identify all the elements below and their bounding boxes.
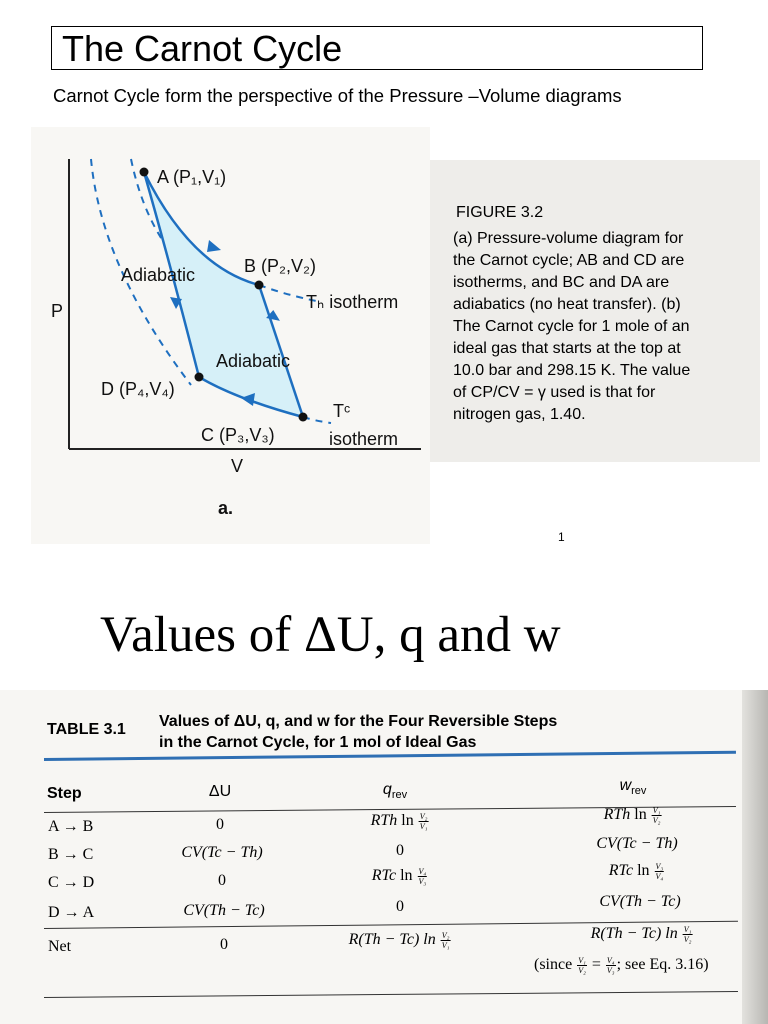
row-bc-w: CV(Tc − Th) — [596, 835, 678, 852]
figure-caption-line: adiabatics (no heat transfer). (b) — [453, 296, 681, 313]
table-title-line2: in the Carnot Cycle, for 1 mol of Ideal Gas — [159, 734, 477, 751]
header-du: ΔU — [208, 783, 232, 800]
header-step: Step — [47, 785, 82, 802]
row-cd-du: 0 — [218, 872, 226, 889]
figure-caption-line: nitrogen gas, 1.40. — [453, 406, 586, 423]
point-a-label: A (P₁,V₁) — [157, 167, 227, 187]
figure-caption-line: the Carnot cycle; AB and CD are — [453, 252, 685, 269]
point-d-label: D (P₄,V₄) — [101, 379, 175, 399]
arrow-ab — [207, 240, 221, 252]
figure-caption-line: ideal gas that starts at the top at — [453, 340, 681, 357]
row-net-du: 0 — [220, 936, 228, 953]
pv-diagram — [31, 127, 430, 544]
row-da-w: CV(Th − Tc) — [599, 893, 681, 910]
slide-subtitle: Carnot Cycle form the perspective of the Pressure –Volume diagrams — [53, 85, 622, 106]
row-ab-step: A → B — [48, 818, 94, 835]
row-da-q: 0 — [396, 898, 404, 915]
row-cd-step: C → D — [48, 874, 95, 891]
row-bc-step: B → C — [48, 846, 94, 863]
point-a-dot — [140, 168, 149, 177]
row-ab-du: 0 — [216, 816, 224, 833]
row-cd-w: RTc ln $\frac{\text{V₃}}{\text{V₄}}$ — [608, 861, 664, 881]
slide-number: 1 — [558, 530, 565, 544]
point-d-dot — [195, 373, 204, 382]
table-title-line1: Values of ΔU, q, and w for the Four Reversible Steps — [159, 713, 558, 730]
book-page-edge — [742, 690, 768, 1024]
point-b-label: B (P₂,V₂) — [244, 256, 316, 276]
tc-isotherm-label: isotherm — [329, 429, 399, 449]
slide-title: The Carnot Cycle — [62, 28, 343, 69]
adiabatic-right-label: Adiabatic — [216, 351, 291, 371]
row-net-w: R(Th − Tc) ln $\frac{\text{V₁}}{\text{V₂}}$ — [590, 924, 692, 944]
figure-title: FIGURE 3.2 — [456, 204, 544, 221]
point-b-dot — [255, 281, 264, 290]
row-ab-q: RTh ln $\frac{\text{V₂}}{\text{V₁}}$ — [370, 811, 428, 831]
row-da-du: CV(Th − Tc) — [183, 902, 265, 919]
point-c-label: C (P₃,V₃) — [201, 425, 275, 445]
table-number: TABLE 3.1 — [47, 721, 126, 738]
tc-label: Tᶜ — [333, 401, 351, 421]
row-ab-w: RTh ln $\frac{\text{V₁}}{\text{V₂}}$ — [603, 805, 661, 825]
row-net-since-note: (since $\frac{\text{V₁}}{\text{V₂}}$ = $\frac{\text{V₄}}{\text{V₃}}$ ; see Eq. 3.16) — [534, 955, 709, 975]
row-net-q: R(Th − Tc) ln $\frac{\text{V₂}}{\text{V₁}}$ — [348, 930, 450, 950]
axis-v-label: V — [231, 456, 244, 476]
point-c-dot — [299, 413, 308, 422]
figure-caption-line: The Carnot cycle for 1 mole of an — [453, 318, 690, 335]
axis-p-label: P — [51, 301, 64, 321]
header-q-rev: $q_{rev}$ — [382, 781, 408, 802]
header-w-rev: $w_{rev}$ — [619, 777, 647, 798]
row-bc-du: CV(Tc − Th) — [181, 844, 263, 861]
adiabatic-left-label: Adiabatic — [121, 265, 196, 285]
row-da-step: D → A — [48, 904, 95, 921]
figure-caption-line: of CP/CV = γ used is that for — [453, 384, 656, 401]
figure-caption-line: 10.0 bar and 298.15 K. The value — [453, 362, 691, 379]
row-cd-q: RTc ln $\frac{\text{V₄}}{\text{V₃}}$ — [371, 866, 427, 886]
row-net-step: Net — [48, 938, 72, 955]
title-box — [51, 26, 703, 70]
slide2-heading: Values of ΔU, q and w — [100, 607, 561, 663]
figure-caption-line: isotherms, and BC and DA are — [453, 274, 670, 291]
figure-caption-line: (a) Pressure-volume diagram for — [453, 230, 684, 247]
th-isotherm-label: Tₕ isotherm — [306, 292, 399, 312]
row-bc-q: 0 — [396, 842, 404, 859]
panel-label: a. — [218, 498, 234, 518]
